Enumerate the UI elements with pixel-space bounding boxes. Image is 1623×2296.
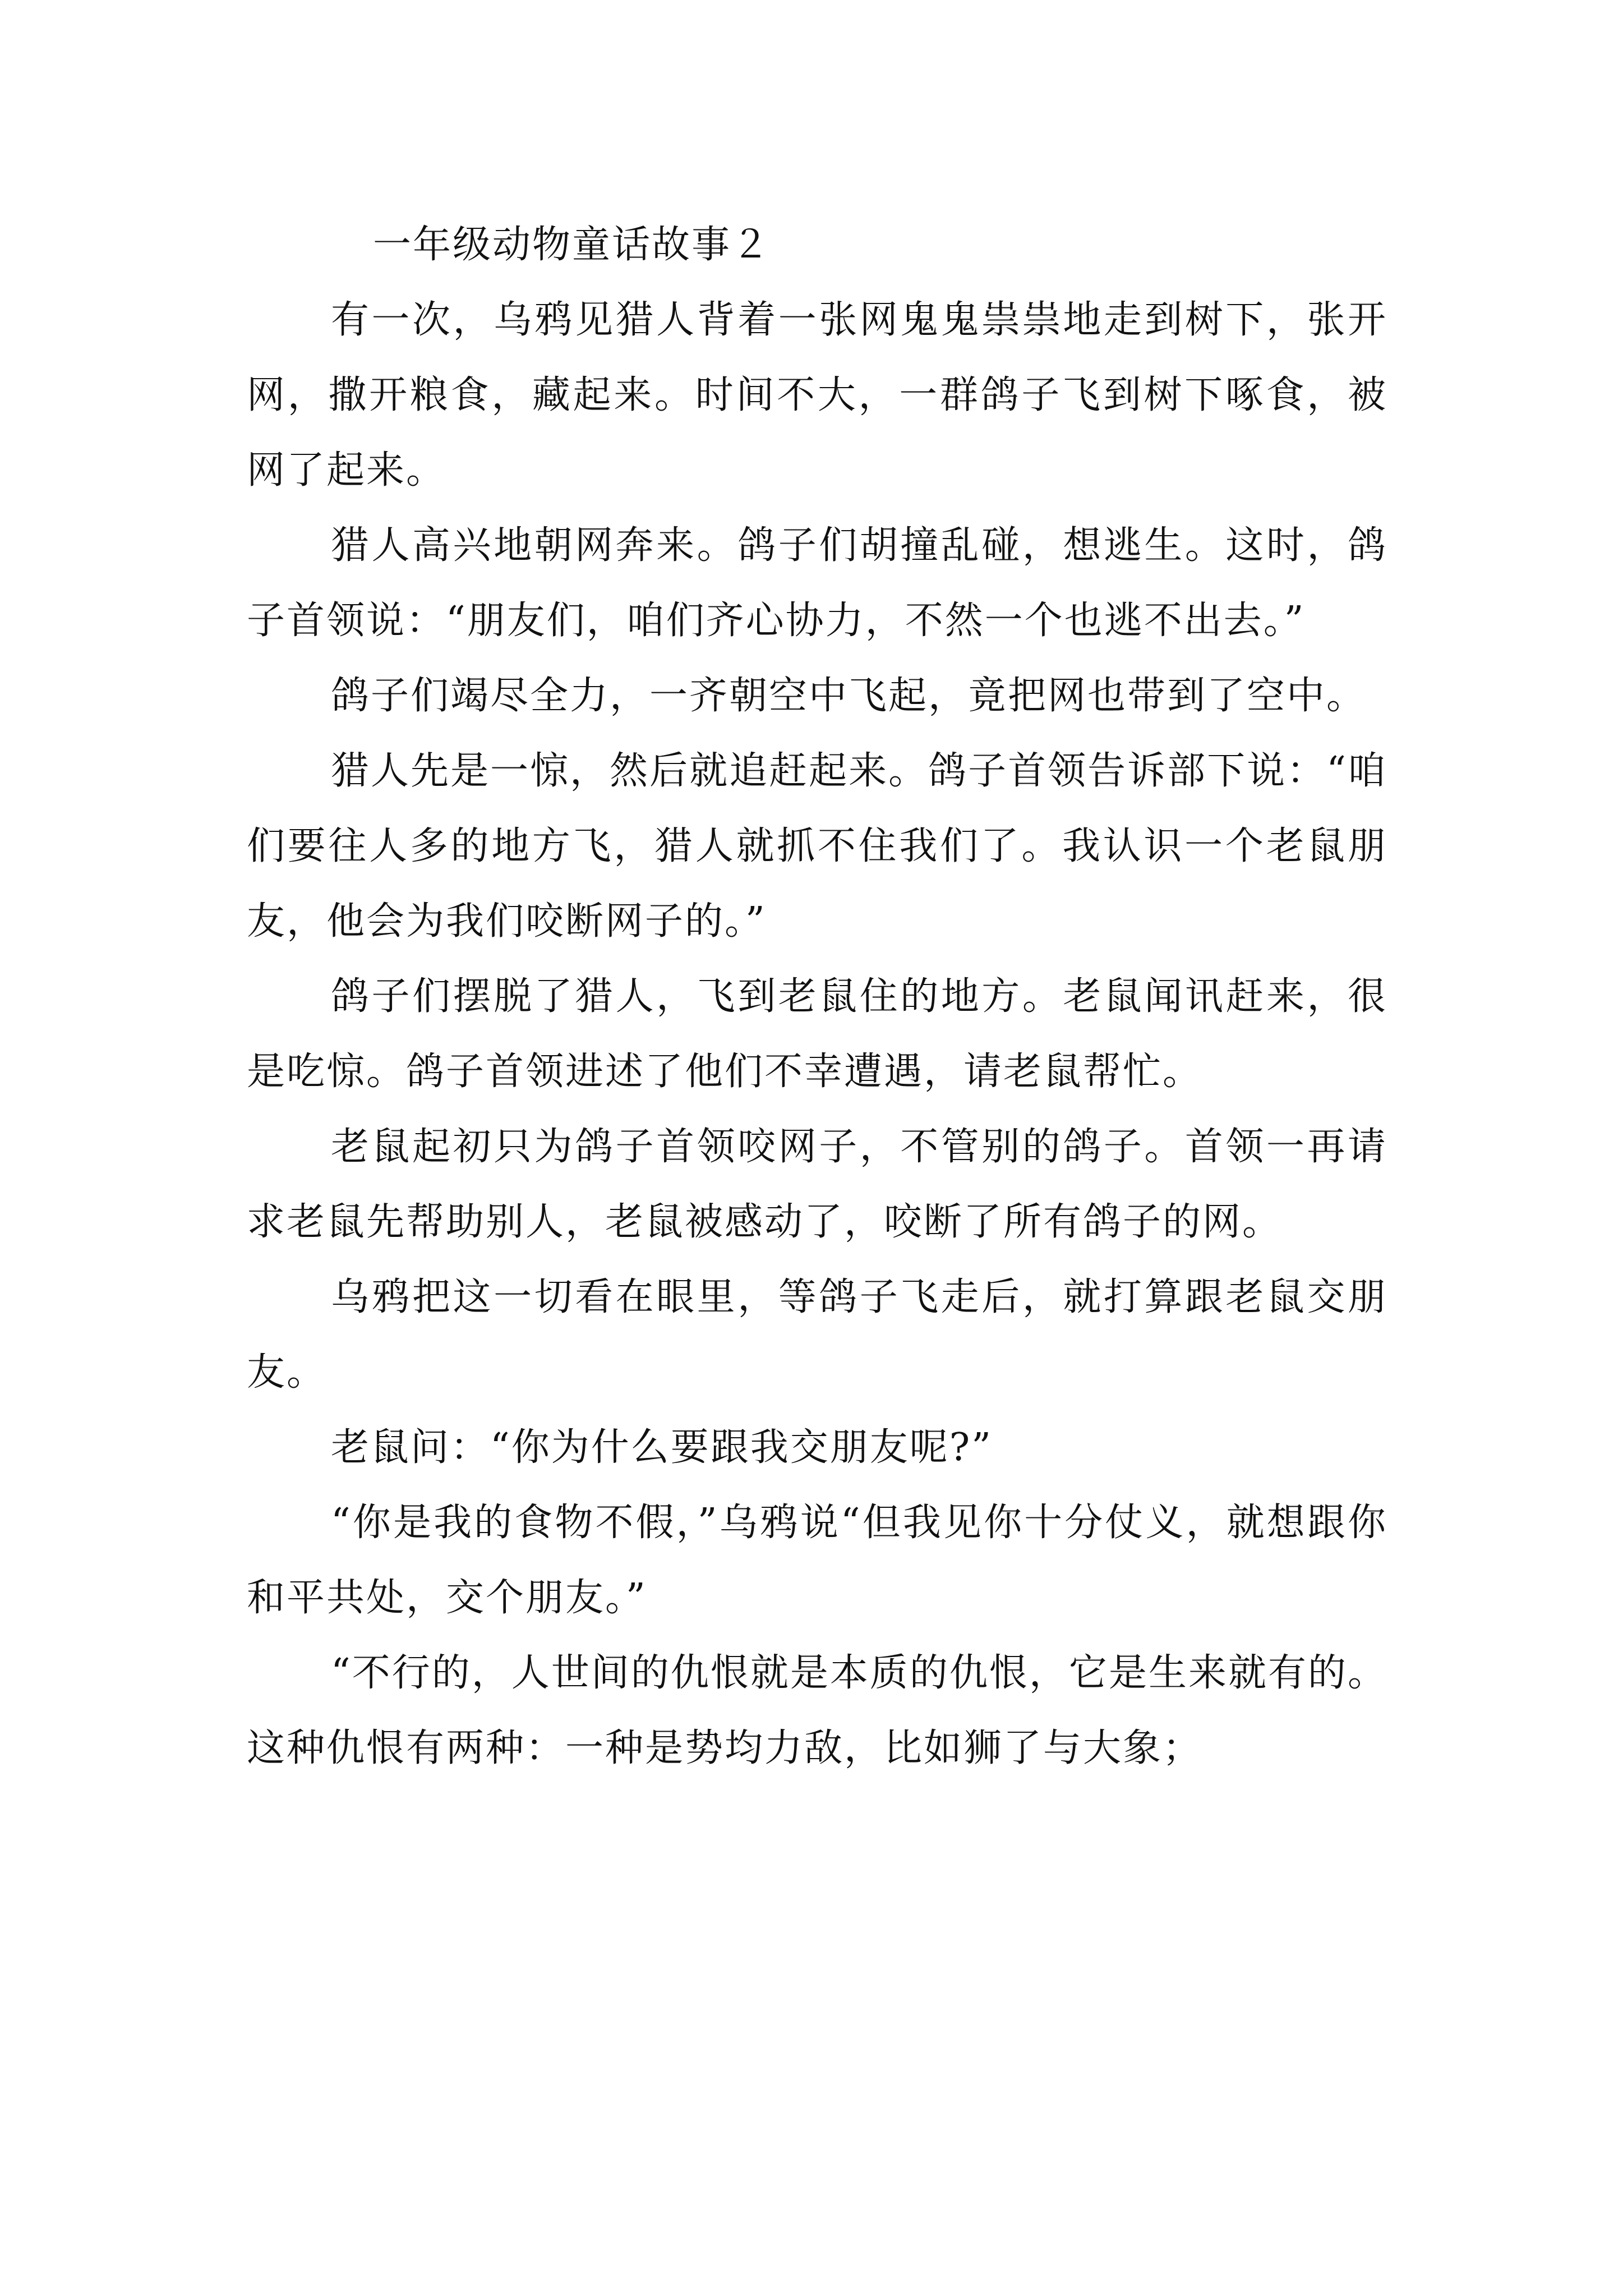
story-title: 一年级动物童话故事２: [373, 223, 772, 267]
paragraph-3: 鸽子们竭尽全力，一齐朝空中飞起，竟把网也带到了空中。: [331, 674, 1367, 718]
paragraph-4: 猎人先是一惊，然后就追赶起来。鸽子首领告诉部下说：“咱们要往人多的地方飞，猎人就抓不住我们了。我认识一个老鼠朋友，他会为我们咬断网子的。”: [247, 749, 1387, 944]
paragraph-6: 老鼠起初只为鸽子首领咬网子，不管别的鸽子。首领一再请求老鼠先帮助别人，老鼠被感动了，咬断了所有鸽子的网。: [247, 1125, 1387, 1244]
paragraph-10: “不行的，人世间的仇恨就是本质的仇恨，它是生来就有的。这种仇恨有两种：一种是势均力敌，比如狮了与大象；: [247, 1651, 1387, 1770]
paragraph-8: 老鼠问：“你为什么要跟我交朋友呢?”: [331, 1425, 993, 1470]
paragraph-2: 猎人高兴地朝网奔来。鸽子们胡撞乱碰，想逃生。这时，鸽子首领说：“朋友们，咱们齐心协力，不然一个也逃不出去。”: [247, 523, 1387, 643]
paragraph-5: 鸽子们摆脱了猎人，飞到老鼠住的地方。老鼠闻讯赶来，很是吃惊。鸽子首领进述了他们不幸遭遇，请老鼠帮忙。: [247, 974, 1387, 1094]
paragraph-7: 乌鸦把这一切看在眼里，等鸽子飞走后，就打算跟老鼠交朋友。: [247, 1275, 1387, 1395]
paragraph-9: “你是我的食物不假，”乌鸦说“但我见你十分仗义，就想跟你和平共处，交个朋友。”: [247, 1501, 1387, 1620]
document-body: [247, 208, 1387, 1786]
paragraph-1: 有一次，乌鸦见猎人背着一张网鬼鬼祟祟地走到树下，张开网，撒开粮食，藏起来。时间不大，一群鸽子飞到树下啄食，被网了起来。: [247, 298, 1387, 493]
